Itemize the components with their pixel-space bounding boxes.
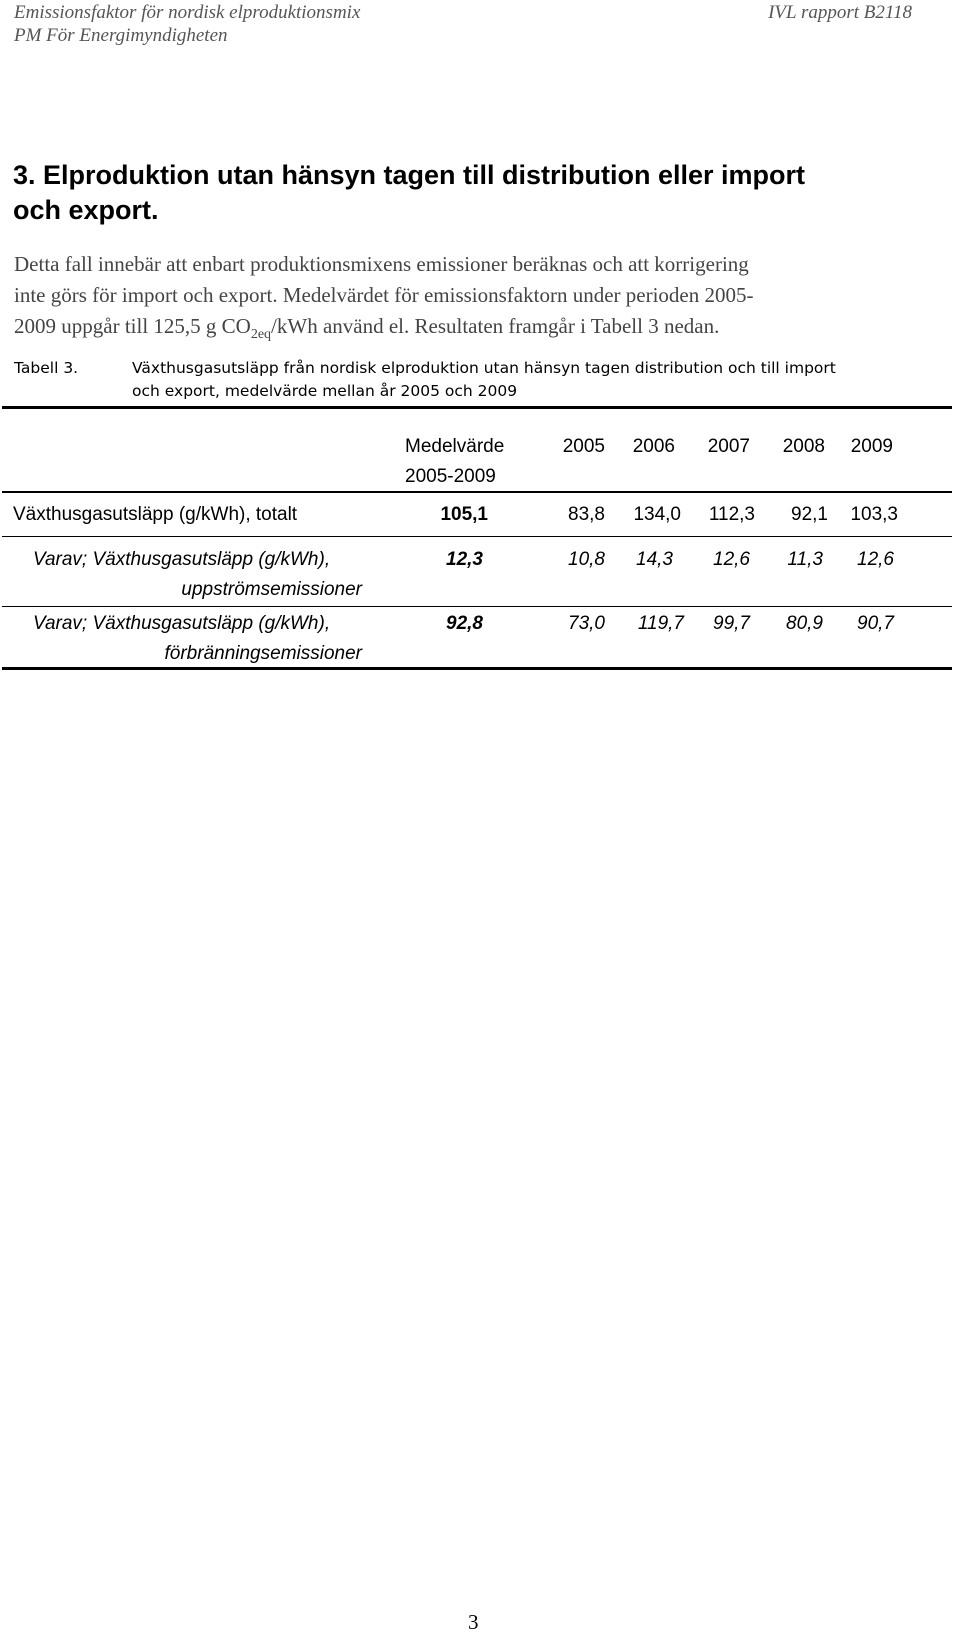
table-header-rule [2,491,952,493]
table-cell: 12,6 [857,549,894,570]
table-header-mean-line2: 2005-2009 [405,466,496,487]
body-text-line1: Detta fall innebär att enbart produktionsmixens emissioner beräknas och att korrigering [14,252,749,276]
table-row-mean: 105,1 [440,504,488,525]
table-bottom-rule [2,667,952,670]
table-cell: 14,3 [636,549,673,570]
table-header-year: 2005 [562,436,605,457]
table-cell: 99,7 [713,613,750,634]
table-cell: 83,8 [568,504,605,525]
table-cell: 134,0 [633,504,681,525]
table-caption-line2: och export, medelvärde mellan år 2005 och 2009 [132,382,518,400]
table-header-year: 2007 [707,436,750,457]
body-text-line3 [14,311,719,350]
running-header-title: Emissionsfaktor för nordisk elproduktionsmix [14,2,361,23]
table-cell: 112,3 [708,504,755,525]
table-cell: 12,6 [713,549,750,570]
table-row-rule [2,606,952,607]
table-caption-label: Tabell 3. [14,359,79,377]
body-text-line3-start: 2009 uppgår till 125,5 g CO [14,314,251,338]
running-header-report-id: IVL rapport B2118 [768,2,912,23]
table-cell: 10,8 [568,549,605,570]
table-cell: 73,0 [568,613,605,634]
table-header-year: 2009 [850,436,893,457]
table-header-year: 2008 [782,436,825,457]
table-header-year: 2006 [632,436,675,457]
table-cell: 92,1 [791,504,828,525]
section-heading-line2: och export. [13,195,159,225]
table-row-label: Varav; Växthusgasutsläpp (g/kWh), [33,549,331,570]
table-top-rule [2,406,952,409]
table-row-mean: 92,8 [446,613,483,634]
table-caption-line1: Växthusgasutsläpp från nordisk elproduktion utan hänsyn tagen distribution och till import [132,359,836,377]
table-row-label: Varav; Växthusgasutsläpp (g/kWh), [33,613,331,634]
section-heading-line1: 3. Elproduktion utan hänsyn tagen till distribution eller import [13,160,806,190]
table-row-label-sub: uppströmsemissioner [181,579,362,600]
table-row-label: Växthusgasutsläpp (g/kWh), totalt [13,504,298,525]
co2-subscript: 2eq [250,327,272,343]
page-number: 3 [468,1610,479,1634]
table-cell: 11,3 [787,549,823,570]
table-cell: 103,3 [850,504,898,525]
table-header-mean-line1: Medelvärde [405,436,505,457]
running-header-subtitle: PM För Energimyndigheten [14,25,228,46]
table-row-mean: 12,3 [446,549,483,570]
table-cell: 80,9 [786,613,823,634]
table-cell: 90,7 [857,613,894,634]
table-cell: 119,7 [637,613,684,634]
body-text-line3-end: /kWh använd el. Resultaten framgår i Tabell 3 nedan. [271,314,720,338]
table-row-label-sub: förbränningsemissioner [164,643,362,664]
table-row-rule [2,536,952,537]
body-text-line2: inte görs för import och export. Medelvärdet för emissionsfaktorn under perioden 2005- [14,283,754,307]
